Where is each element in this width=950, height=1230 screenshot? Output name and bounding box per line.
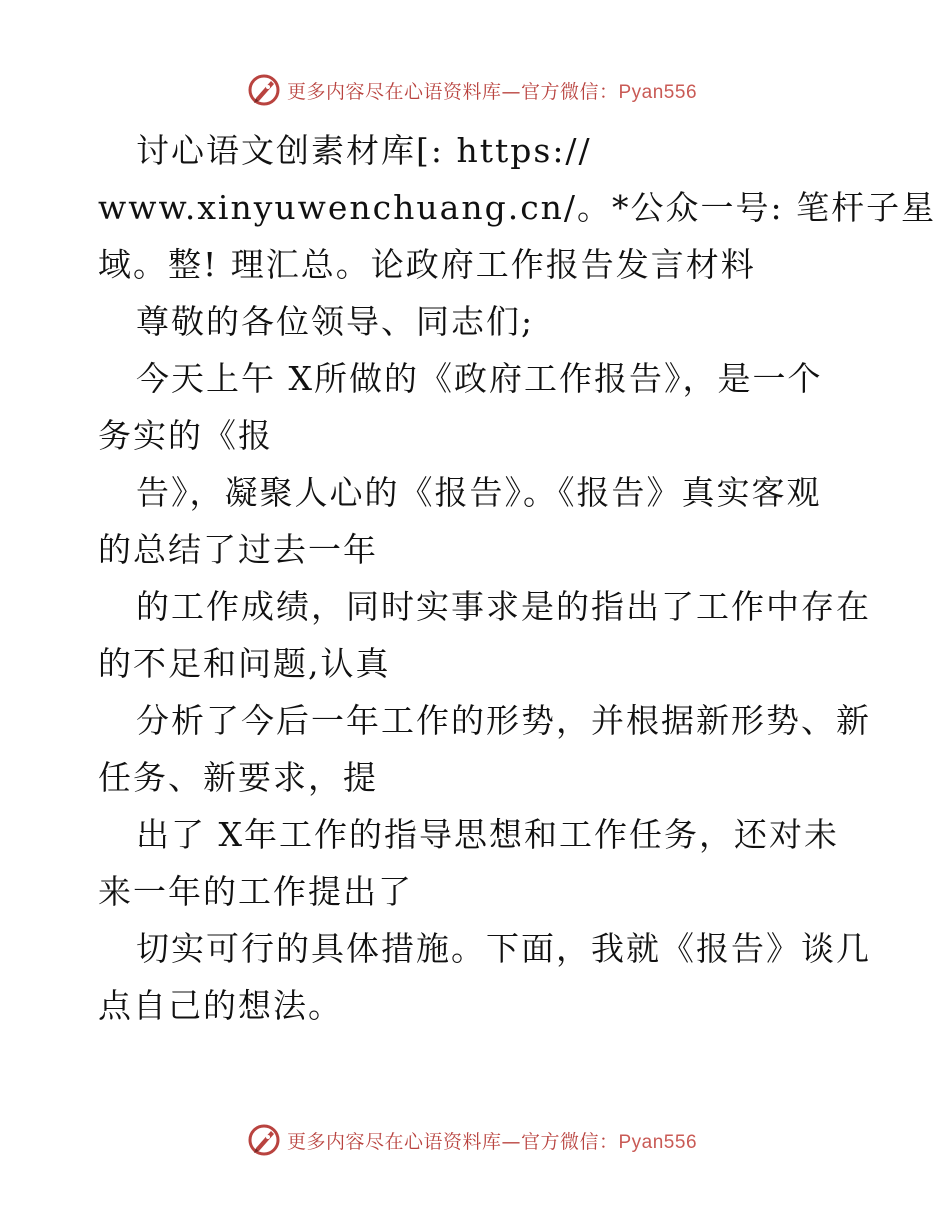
text-line: 分析了今后一年工作的形势，并根据新形势、新 [136,701,871,740]
banner-wechat-label: 官方微信： [520,80,619,103]
text-line: 出了 X年工作的指导思想和工作任务，还对未 [136,815,839,854]
banner-separator: — [501,1130,521,1153]
banner-group [247,73,697,107]
text-line: 切实可行的具体措施。下面，我就《报告》谈几 [136,929,871,968]
text-line: 讨心语文创素材库[: https:// [136,131,592,170]
banner-wechat-label: 官方微信： [520,1130,619,1153]
text-line: 告》，凝聚人心的《报告》。《报告》真实客观 [136,473,822,512]
text-line: 任务、新要求，提 [98,758,378,797]
quill-pen-logo-icon [247,73,281,107]
text-line: 务实的《报 [98,416,273,455]
banner-slogan: 更多内容尽在心语资料库 [286,80,502,103]
banner-slogan: 更多内容尽在心语资料库 [286,1130,502,1153]
header-banner [0,70,950,110]
footer-banner [0,1120,950,1160]
text-line: 域。整! 理汇总。论政府工作报告发言材料 [98,245,756,284]
banner-separator: — [501,80,521,103]
text-line: 的总结了过去一年 [98,530,378,569]
text-line: 的不足和问题,认真 [98,644,391,683]
document-body [98,122,937,1034]
text-line: 点自己的想法。 [98,986,343,1025]
text-line: 尊敬的各位领导、同志们; [136,302,535,341]
quill-pen-logo-icon [247,1123,281,1157]
text-line: 来一年的工作提出了 [98,872,413,911]
text-line: www.xinyuwenchuang.cn/。*公众一号: 笔杆子星 [98,188,937,227]
banner-text [287,1127,697,1154]
banner-wechat-id: Pyan556 [618,81,698,103]
banner-group [247,1123,697,1157]
text-line: 今天上午 X所做的《政府工作报告》，是一个 [136,359,823,398]
banner-text [287,77,697,104]
text-line: 的工作成绩，同时实事求是的指出了工作中存在 [136,587,871,626]
banner-wechat-id: Pyan556 [618,1131,698,1153]
